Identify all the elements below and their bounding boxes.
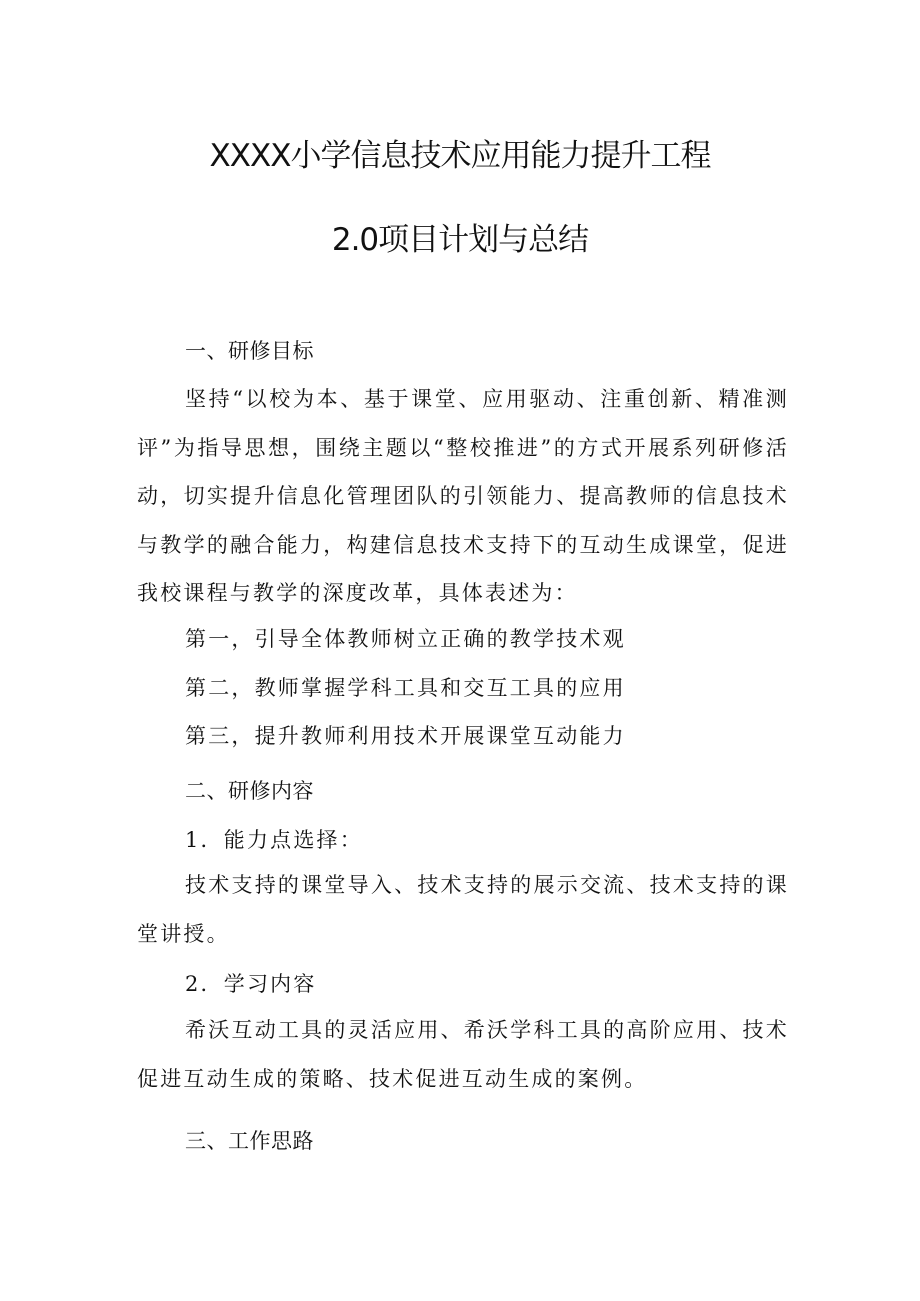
goal-item-2: 第二，教师掌握学科工具和交互工具的应用 [185, 676, 626, 700]
section-heading-research-goals: 一、研修目标 [185, 339, 314, 363]
goal-item-3: 第三，提升教师利用技术开展课堂互动能力 [185, 724, 626, 748]
content-item-1-label: 1．能力点选择： [185, 828, 363, 852]
content-item-1-text: 技术支持的课堂导入、技术支持的展示交流、技术支持的课堂讲授。 [137, 873, 789, 946]
section-heading-work-approach: 三、工作思路 [185, 1129, 314, 1153]
goal-item-1: 第一，引导全体教师树立正确的教学技术观 [185, 627, 626, 651]
section-heading-research-content: 二、研修内容 [185, 779, 314, 803]
research-goals-paragraph: 坚持“以校为本、基于课堂、应用驱动、注重创新、精准测评”为指导思想，围绕主题以“整校推进”的方式开展系列研修活动，切实提升信息化管理团队的引领能力、提高教师的信息技术与教学的融合能力，构建信息技术支持下的互动生成课堂，促进我校课程与教学的深度改革，具体表述为： [137, 387, 789, 605]
content-item-2-text: 希沃互动工具的灵活应用、希沃学科工具的高阶应用、技术促进互动生成的策略、技术促进互动生成的案例。 [137, 1018, 789, 1091]
content-item-2-label: 2．学习内容 [185, 972, 317, 996]
document-title-line-2: 2.0项目计划与总结 [331, 222, 589, 258]
document-title-line-1: XXXX小学信息技术应用能力提升工程 [209, 138, 711, 174]
